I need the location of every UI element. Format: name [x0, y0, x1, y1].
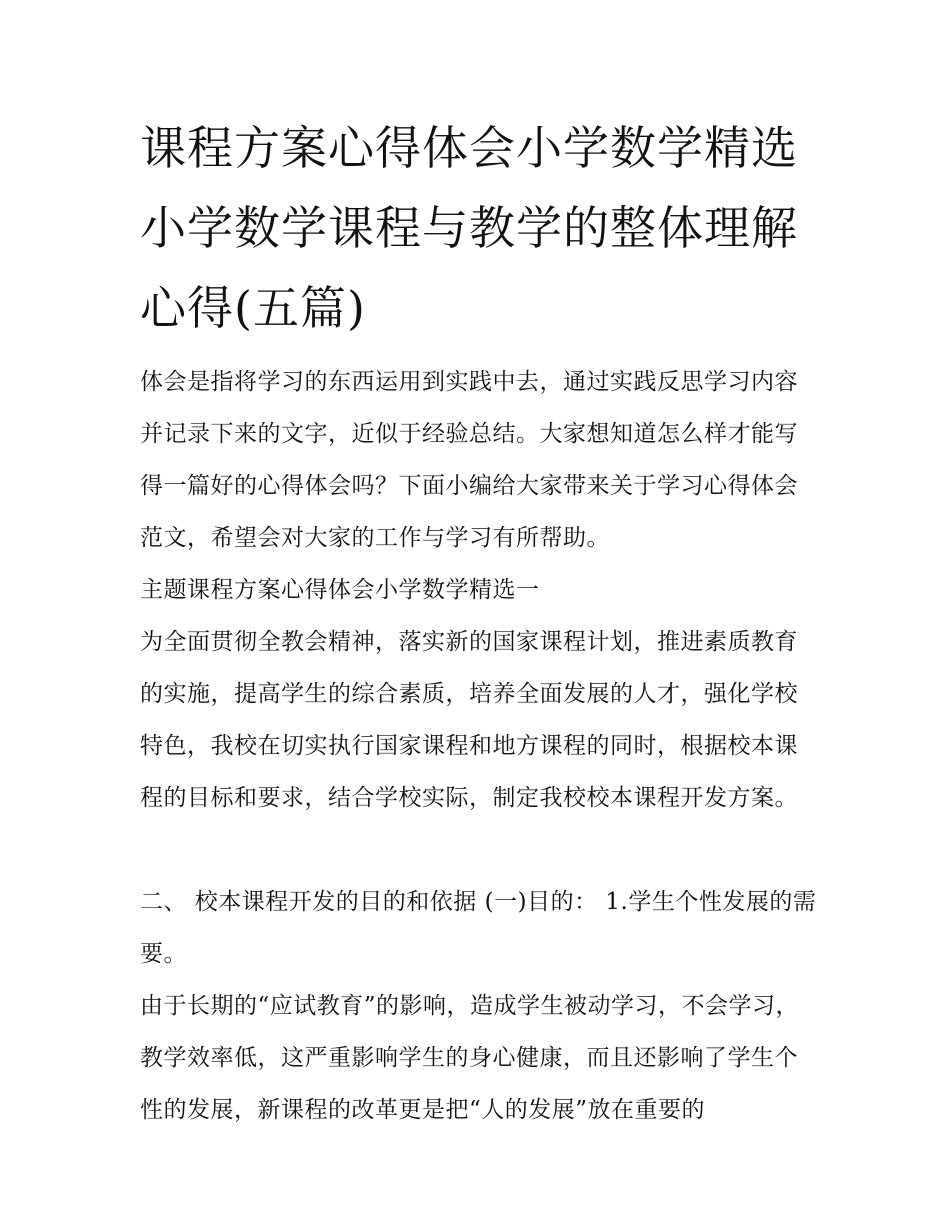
body-paragraph-2: 由于长期的“应试教育”的影响，造成学生被动学习，不会学习，教学效率低，这严重影响学生的身心健康，而且还影响了学生个性的发展，新课程的改革更是把“人的发展”放在重要的 [140, 993, 800, 1123]
document-title: 课程方案心得体会小学数学精选 小学数学课程与教学的整体理解心得(五篇) [140, 121, 798, 335]
section-heading-1: 主题课程方案心得体会小学数学精选一 [140, 577, 540, 603]
section-heading-2: 二、 校本课程开发的目的和依据 (一)目的： 1.学生个性发展的需要。 [140, 889, 817, 967]
body-paragraph-1: 为全面贯彻全教会精神，落实新的国家课程计划，推进素质教育的实施，提高学生的综合素质，培养全面发展的人才，强化学校特色，我校在切实执行国家课程和地方课程的同时，根据校本课程的目标和要求，结合学校实际，制定我校校本课程开发方案。 [140, 629, 798, 811]
intro-paragraph: 体会是指将学习的东西运用到实践中去，通过实践反思学习内容并记录下来的文字，近似于经验总结。大家想知道怎么样才能写得一篇好的心得体会吗？下面小编给大家带来关于学习心得体会范文，希望会对大家的工作与学习有所帮助。 [140, 369, 798, 551]
